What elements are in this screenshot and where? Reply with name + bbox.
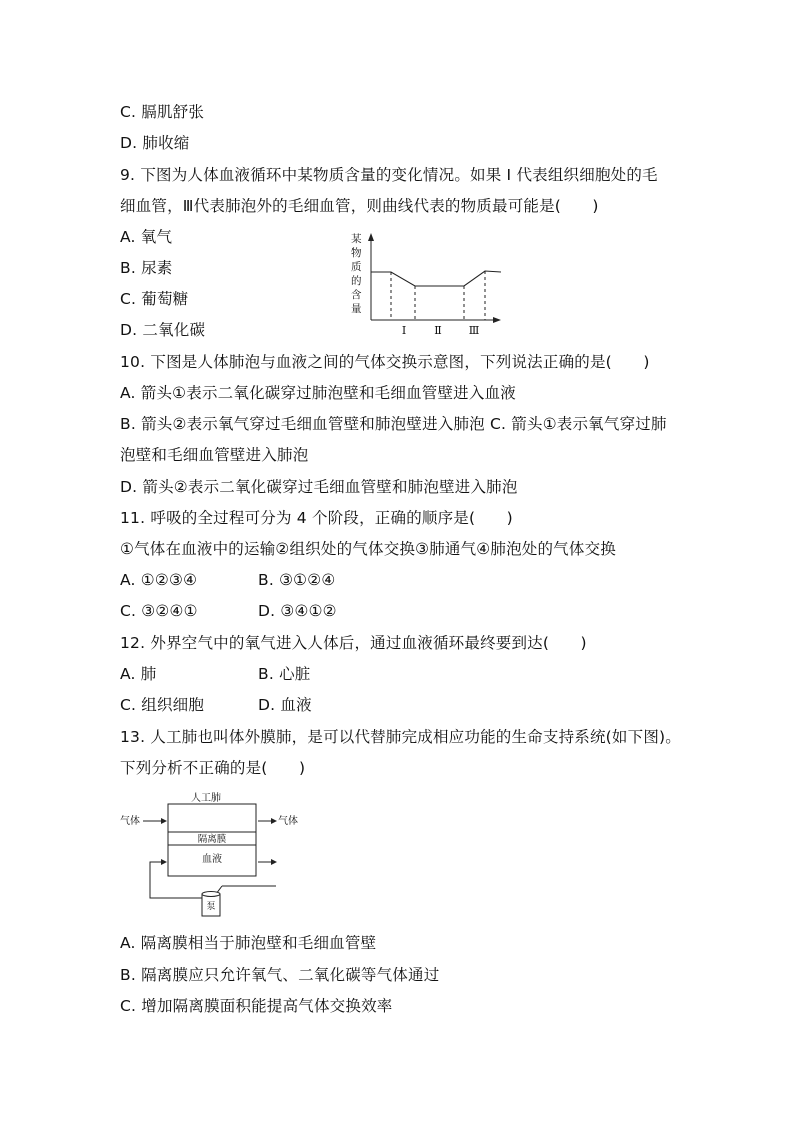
option-q12-b: B. 心脏	[258, 665, 311, 683]
option-q9-b: B. 尿素	[120, 259, 173, 277]
svg-text:的: 的	[351, 275, 362, 287]
question-13-line-1: 13. 人工肺也叫体外膜肺，是可以代替肺完成相应功能的生命支持系统(如下图)。	[120, 728, 681, 746]
svg-text:质: 质	[351, 261, 362, 273]
x-label-2: Ⅱ	[434, 324, 442, 337]
option-q12-a: A. 肺	[120, 665, 157, 683]
option-q11-c: C. ③②④①	[120, 602, 198, 620]
gas-out-label: 气体	[278, 816, 298, 827]
option-q10-c-cont: 泡壁和毛细血管壁进入肺泡	[120, 446, 309, 464]
x-axis-arrow-icon	[493, 317, 501, 323]
question-12: 12. 外界空气中的氧气进入人体后，通过血液循环最终要到达( )	[120, 634, 587, 652]
svg-text:某: 某	[351, 233, 362, 245]
option-q13-a: A. 隔离膜相当于肺泡壁和毛细血管壁	[120, 934, 377, 952]
option-q13-c: C. 增加隔离膜面积能提高气体交换效率	[120, 997, 393, 1015]
blood-return-line	[150, 862, 204, 898]
artificial-lung-diagram	[118, 788, 304, 920]
blood-label: 血液	[202, 854, 222, 865]
x-label-3: Ⅲ	[468, 324, 480, 337]
pump-label: 泵	[206, 902, 216, 912]
option-q9-d: D. 二氧化碳	[120, 321, 206, 339]
option-q11-a: A. ①②③④	[120, 571, 198, 589]
question-10: 10. 下图是人体肺泡与血液之间的气体交换示意图，下列说法正确的是( )	[120, 353, 650, 371]
option-q8-d: D. 肺收缩	[120, 134, 190, 152]
option-q9-a: A. 氧气	[120, 228, 173, 246]
option-q13-b: B. 隔离膜应只允许氧气、二氧化碳等气体通过	[120, 966, 440, 984]
option-q12-c: C. 组织细胞	[120, 696, 205, 714]
substance-content-graph	[345, 228, 505, 340]
y-axis-arrow-icon	[368, 233, 374, 241]
svg-text:物: 物	[351, 247, 362, 259]
question-9-line-1: 9. 下图为人体血液循环中某物质含量的变化情况。如果 I 代表组织细胞处的毛	[120, 166, 658, 184]
question-11: 11. 呼吸的全过程可分为 4 个阶段，正确的顺序是( )	[120, 509, 513, 527]
question-9-line-2: 细血管，Ⅲ代表肺泡外的毛细血管，则曲线代表的物质最可能是( )	[120, 197, 599, 215]
option-q9-c: C. 葡萄糖	[120, 290, 189, 308]
question-11-stages: ①气体在血液中的运输②组织处的气体交换③肺通气④肺泡处的气体交换	[120, 540, 616, 558]
svg-text:量: 量	[351, 303, 362, 315]
question-13-line-2: 下列分析不正确的是( )	[120, 759, 306, 777]
x-label-1: Ⅰ	[401, 324, 407, 337]
option-q10-a: A. 箭头①表示二氧化碳穿过肺泡壁和毛细血管壁进入血液	[120, 384, 516, 402]
graph-y-axis-label	[351, 232, 362, 315]
lung-top-label: 人工肺	[191, 793, 221, 804]
svg-text:含: 含	[351, 289, 362, 301]
option-q12-d: D. 血液	[258, 696, 312, 714]
option-q10-d: D. 箭头②表示二氧化碳穿过毛细血管壁和肺泡壁进入肺泡	[120, 478, 518, 496]
option-q11-d: D. ③④①②	[258, 602, 337, 620]
membrane-label: 隔离膜	[197, 834, 227, 845]
option-q10-b: B. 箭头②表示氧气穿过毛细血管壁和肺泡壁进入肺泡 C. 箭头①表示氧气穿过肺	[120, 415, 667, 433]
gas-in-label: 气体	[120, 816, 140, 827]
option-q11-b: B. ③①②④	[258, 571, 336, 589]
option-q8-c: C. 膈肌舒张	[120, 103, 205, 121]
pump-icon	[202, 892, 220, 917]
